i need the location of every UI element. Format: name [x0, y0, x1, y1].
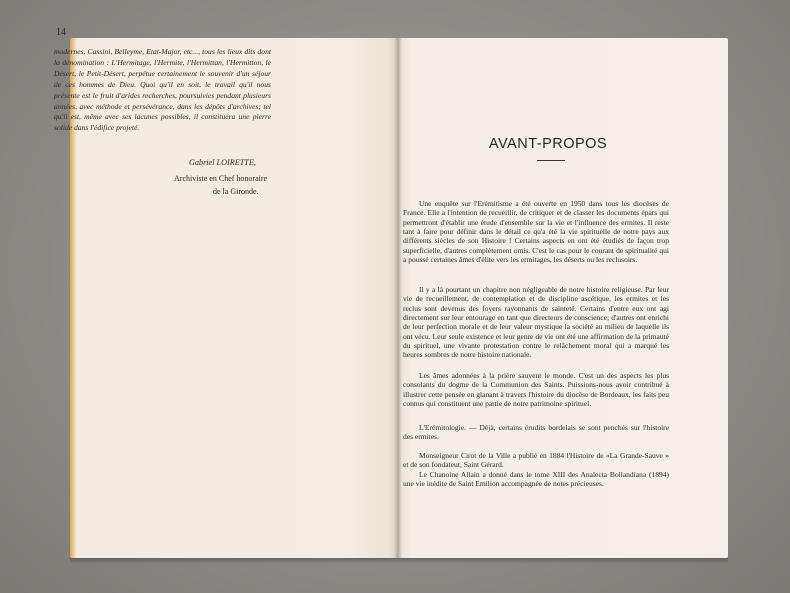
paragraph-5: Monseigneur Cirot de la Ville a publié en 1884 l'Histoire de «La Grande-Sauve » et de son fondateur, Saint Gérard.: [403, 451, 669, 470]
book-bottom-shadow: [70, 558, 728, 564]
signature-role: Archiviste en Chef honoraire: [174, 174, 268, 183]
page-title: AVANT-PROPOS: [488, 136, 608, 152]
paragraph-6: Le Chanoine Allain a donné dans le tome XIII des Analecta Bollandiana (1894) une vie inédite de Saint Emilion accompagnée de notes précieuses.: [403, 470, 669, 489]
paragraph-4: L'Erémitologie. — Déjà, certains érudits bordelais se sont penchés sur l'histoire des ermites.: [403, 423, 669, 442]
paragraph-1: Une enquête sur l'Erémitisme a été ouverte en 1950 dans tous les diocèses de France. Elle a l'intention de recueillir, de critiquer et de classer les documents épars qui permettront d'établir une étude d'ensemble sur la vie et l'influence des ermites. Il reste tant à faire pour définir dans le détail ce qu'a été la vie spirituelle de notre pays aux différents siècles de son Histoire ! Certains aspects en ont été étudiés de façon trop superficielle, d'autres complètement omis. C'est le cas pour le courant de spiritualité qui a poussé certaines âmes d'élite vers les ermitages, les déserts ou les reclusoirs.: [403, 199, 669, 265]
left-paragraph: modernes, Cassini, Belleyme, Etat-Major, etc..., tous les lieux dits dont la dénomination : L'Hermitage, l'Hermite, l'Hermittan, l'Hermitton, le Désert, le Petit-Désert, perpétue certainement le souvenir d'un séjour de ces hommes de Dieu. Quoi qu'il en soit, le travail qu'il nous présente est le fruit d'arides recherches, poursuivies pendant plusieurs années, avec méthode et persévérance, dans les dépôts d'archives; tel qu'il est, même avec ses lacunes possibles, il constituera une pierre solide dans l'édifice projeté.: [54, 47, 271, 133]
paragraph-3: Les âmes adonnées à la prière sauvent le monde. C'est un des aspects les plus consolants du dogme de la Communion des Saints. Puissions-nous avoir contribué à illustrer cette pensée en glanant à travers l'histoire du diocèse de Bordeaux, les faits peu connus qui constituent une partie de notre patrimoine spirituel.: [403, 371, 669, 409]
signature-name: Gabriel LOIRETTE,: [189, 158, 256, 167]
signature-place: de la Gironde.: [213, 187, 259, 196]
title-divider: [537, 160, 565, 161]
page-number: 14: [56, 27, 66, 38]
paragraph-2: Il y a là pourtant un chapitre non négligeable de notre histoire religieuse. Par leur vie de recueillement, de contemplation et de discipline ascétique, les ermites et les reclus sont devenus des foyers rayonnants de sainteté. Certains d'entre eux ont agi directement sur leur entourage en tant que directeurs de conscience; d'autres ont enrichi de leur perfection morale et de leur valeur mystique la société au milieu de laquelle ils ont vécu. Leur seule existence et leur genre de vie ont été une affirmation de la primauté du spirituel, une vivante protestation contre le relâchement moral qui a marqué les heures sombres de notre histoire nationale.: [403, 285, 669, 360]
book-gutter: [394, 38, 402, 558]
